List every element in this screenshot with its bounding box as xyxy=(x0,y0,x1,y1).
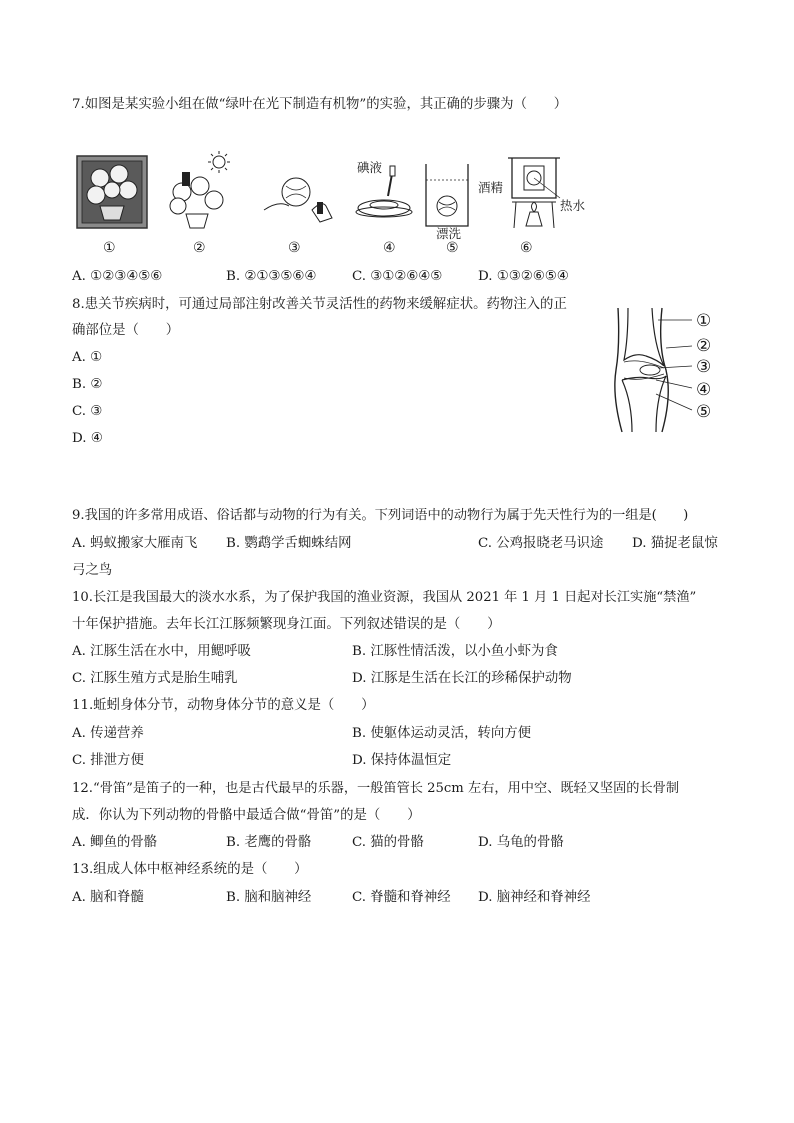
hot-water-label: 热水 xyxy=(560,198,586,213)
water-bath-icon xyxy=(508,158,560,228)
q9-option-a[interactable]: A. 蚂蚁搬家大雁南飞 xyxy=(72,536,198,551)
q7-caption-1: ① xyxy=(103,240,116,256)
q13-stem: 13.组成人体中枢神经系统的是（ ） xyxy=(72,862,308,877)
joint-diagram xyxy=(606,306,704,434)
joint-label-1: ① xyxy=(696,311,712,331)
q12-option-a[interactable]: A. 鲫鱼的骨骼 xyxy=(72,835,158,850)
q12-stem-line1: 12.“骨笛”是笛子的一种，也是古代最早的乐器，一般笛管长 25cm 左右，用中空、既轻又坚固的长骨制 xyxy=(72,781,680,796)
q13-option-d[interactable]: D. 脑神经和脊神经 xyxy=(478,890,591,905)
q7-stem: 7.如图是某实验小组在做“绿叶在光下制造有机物”的实验，其正确的步骤为（ ） xyxy=(72,97,568,112)
q7-option-a[interactable]: A. ①②③④⑤⑥ xyxy=(72,269,163,284)
q7-option-c[interactable]: C. ③①②⑥④⑤ xyxy=(352,269,443,284)
q13-option-c[interactable]: C. 脊髓和脊神经 xyxy=(352,890,451,905)
joint-label-4: ④ xyxy=(696,380,712,400)
joint-label-3: ③ xyxy=(696,357,712,377)
q10-option-c[interactable]: C. 江豚生殖方式是胎生哺乳 xyxy=(72,671,238,686)
rinse-label: 漂洗 xyxy=(436,226,462,241)
q7-caption-2: ② xyxy=(193,240,206,256)
q7-caption-5: ⑤ xyxy=(446,240,459,256)
q12-option-d[interactable]: D. 乌龟的骨骼 xyxy=(478,835,564,850)
q7-caption-4: ④ xyxy=(383,240,396,256)
q8-stem-line1: 8.患关节疾病时，可通过局部注射改善关节灵活性的药物来缓解症状。药物注入的正 xyxy=(72,297,567,312)
q7-option-d[interactable]: D. ①③②⑥⑤④ xyxy=(478,269,569,284)
sunlit-plant-icon xyxy=(170,151,230,228)
q13-option-b[interactable]: B. 脑和脑神经 xyxy=(226,890,312,905)
q8-option-a[interactable]: A. ① xyxy=(72,350,103,365)
q13-option-a[interactable]: A. 脑和脊髓 xyxy=(72,890,144,905)
q10-option-a[interactable]: A. 江豚生活在水中，用鳃呼吸 xyxy=(72,644,251,659)
q10-option-d[interactable]: D. 江豚是生活在长江的珍稀保护动物 xyxy=(352,671,572,686)
q11-option-d[interactable]: D. 保持体温恒定 xyxy=(352,753,452,768)
rinse-beaker-icon xyxy=(426,164,468,226)
q12-stem-line2: 成．你认为下列动物的骨骼中最适合做“骨笛”的是（ ） xyxy=(72,808,421,823)
q10-stem-line2: 十年保护措施。去年长江江豚频繁现身江面。下列叙述错误的是（ ） xyxy=(72,617,501,632)
q8-option-b[interactable]: B. ② xyxy=(72,377,103,392)
q9-option-d[interactable]: D. 猫捉老鼠惊 xyxy=(632,536,718,551)
q8-option-c[interactable]: C. ③ xyxy=(72,404,103,419)
q7-option-b[interactable]: B. ②①③⑤⑥④ xyxy=(226,269,317,284)
q7-caption-3: ③ xyxy=(288,240,301,256)
q7-experiment-figure xyxy=(74,150,604,240)
q9-option-b[interactable]: B. 鹦鹉学舌蜘蛛结网 xyxy=(226,536,352,551)
q8-option-d[interactable]: D. ④ xyxy=(72,431,103,446)
alcohol-label: 酒精 xyxy=(478,180,504,195)
q11-stem: 11.蚯蚓身体分节，动物身体分节的意义是（ ） xyxy=(72,698,375,713)
q9-option-c[interactable]: C. 公鸡报晓老马识途 xyxy=(478,536,604,551)
q7-caption-6: ⑥ xyxy=(520,240,533,256)
joint-label-5: ⑤ xyxy=(696,402,712,422)
q10-stem-line1: 10.长江是我国最大的淡水水系，为了保护我国的渔业资源，我国从 2021 年 1 月 1 日起对长江实施“禁渔” xyxy=(72,590,697,605)
dark-box-plant-icon xyxy=(77,156,147,228)
q9-option-d-continued: 弓之鸟 xyxy=(72,563,113,578)
q11-option-c[interactable]: C. 排泄方便 xyxy=(72,753,144,768)
q9-stem: 9.我国的许多常用成语、俗话都与动物的行为有关。下列词语中的动物行为属于先天性行为的一组是( ) xyxy=(72,508,689,523)
leaf-picking-icon xyxy=(264,178,332,222)
q10-option-b[interactable]: B. 江豚性情活泼，以小鱼小虾为食 xyxy=(352,644,558,659)
q12-option-b[interactable]: B. 老鹰的骨骼 xyxy=(226,835,312,850)
q8-stem-line2: 确部位是（ ） xyxy=(72,323,180,338)
q11-option-b[interactable]: B. 使躯体运动灵活，转向方便 xyxy=(352,726,532,741)
q11-option-a[interactable]: A. 传递营养 xyxy=(72,726,144,741)
iodine-label: 碘液 xyxy=(357,160,383,175)
joint-label-2: ② xyxy=(696,336,712,356)
q12-option-c[interactable]: C. 猫的骨骼 xyxy=(352,835,424,850)
